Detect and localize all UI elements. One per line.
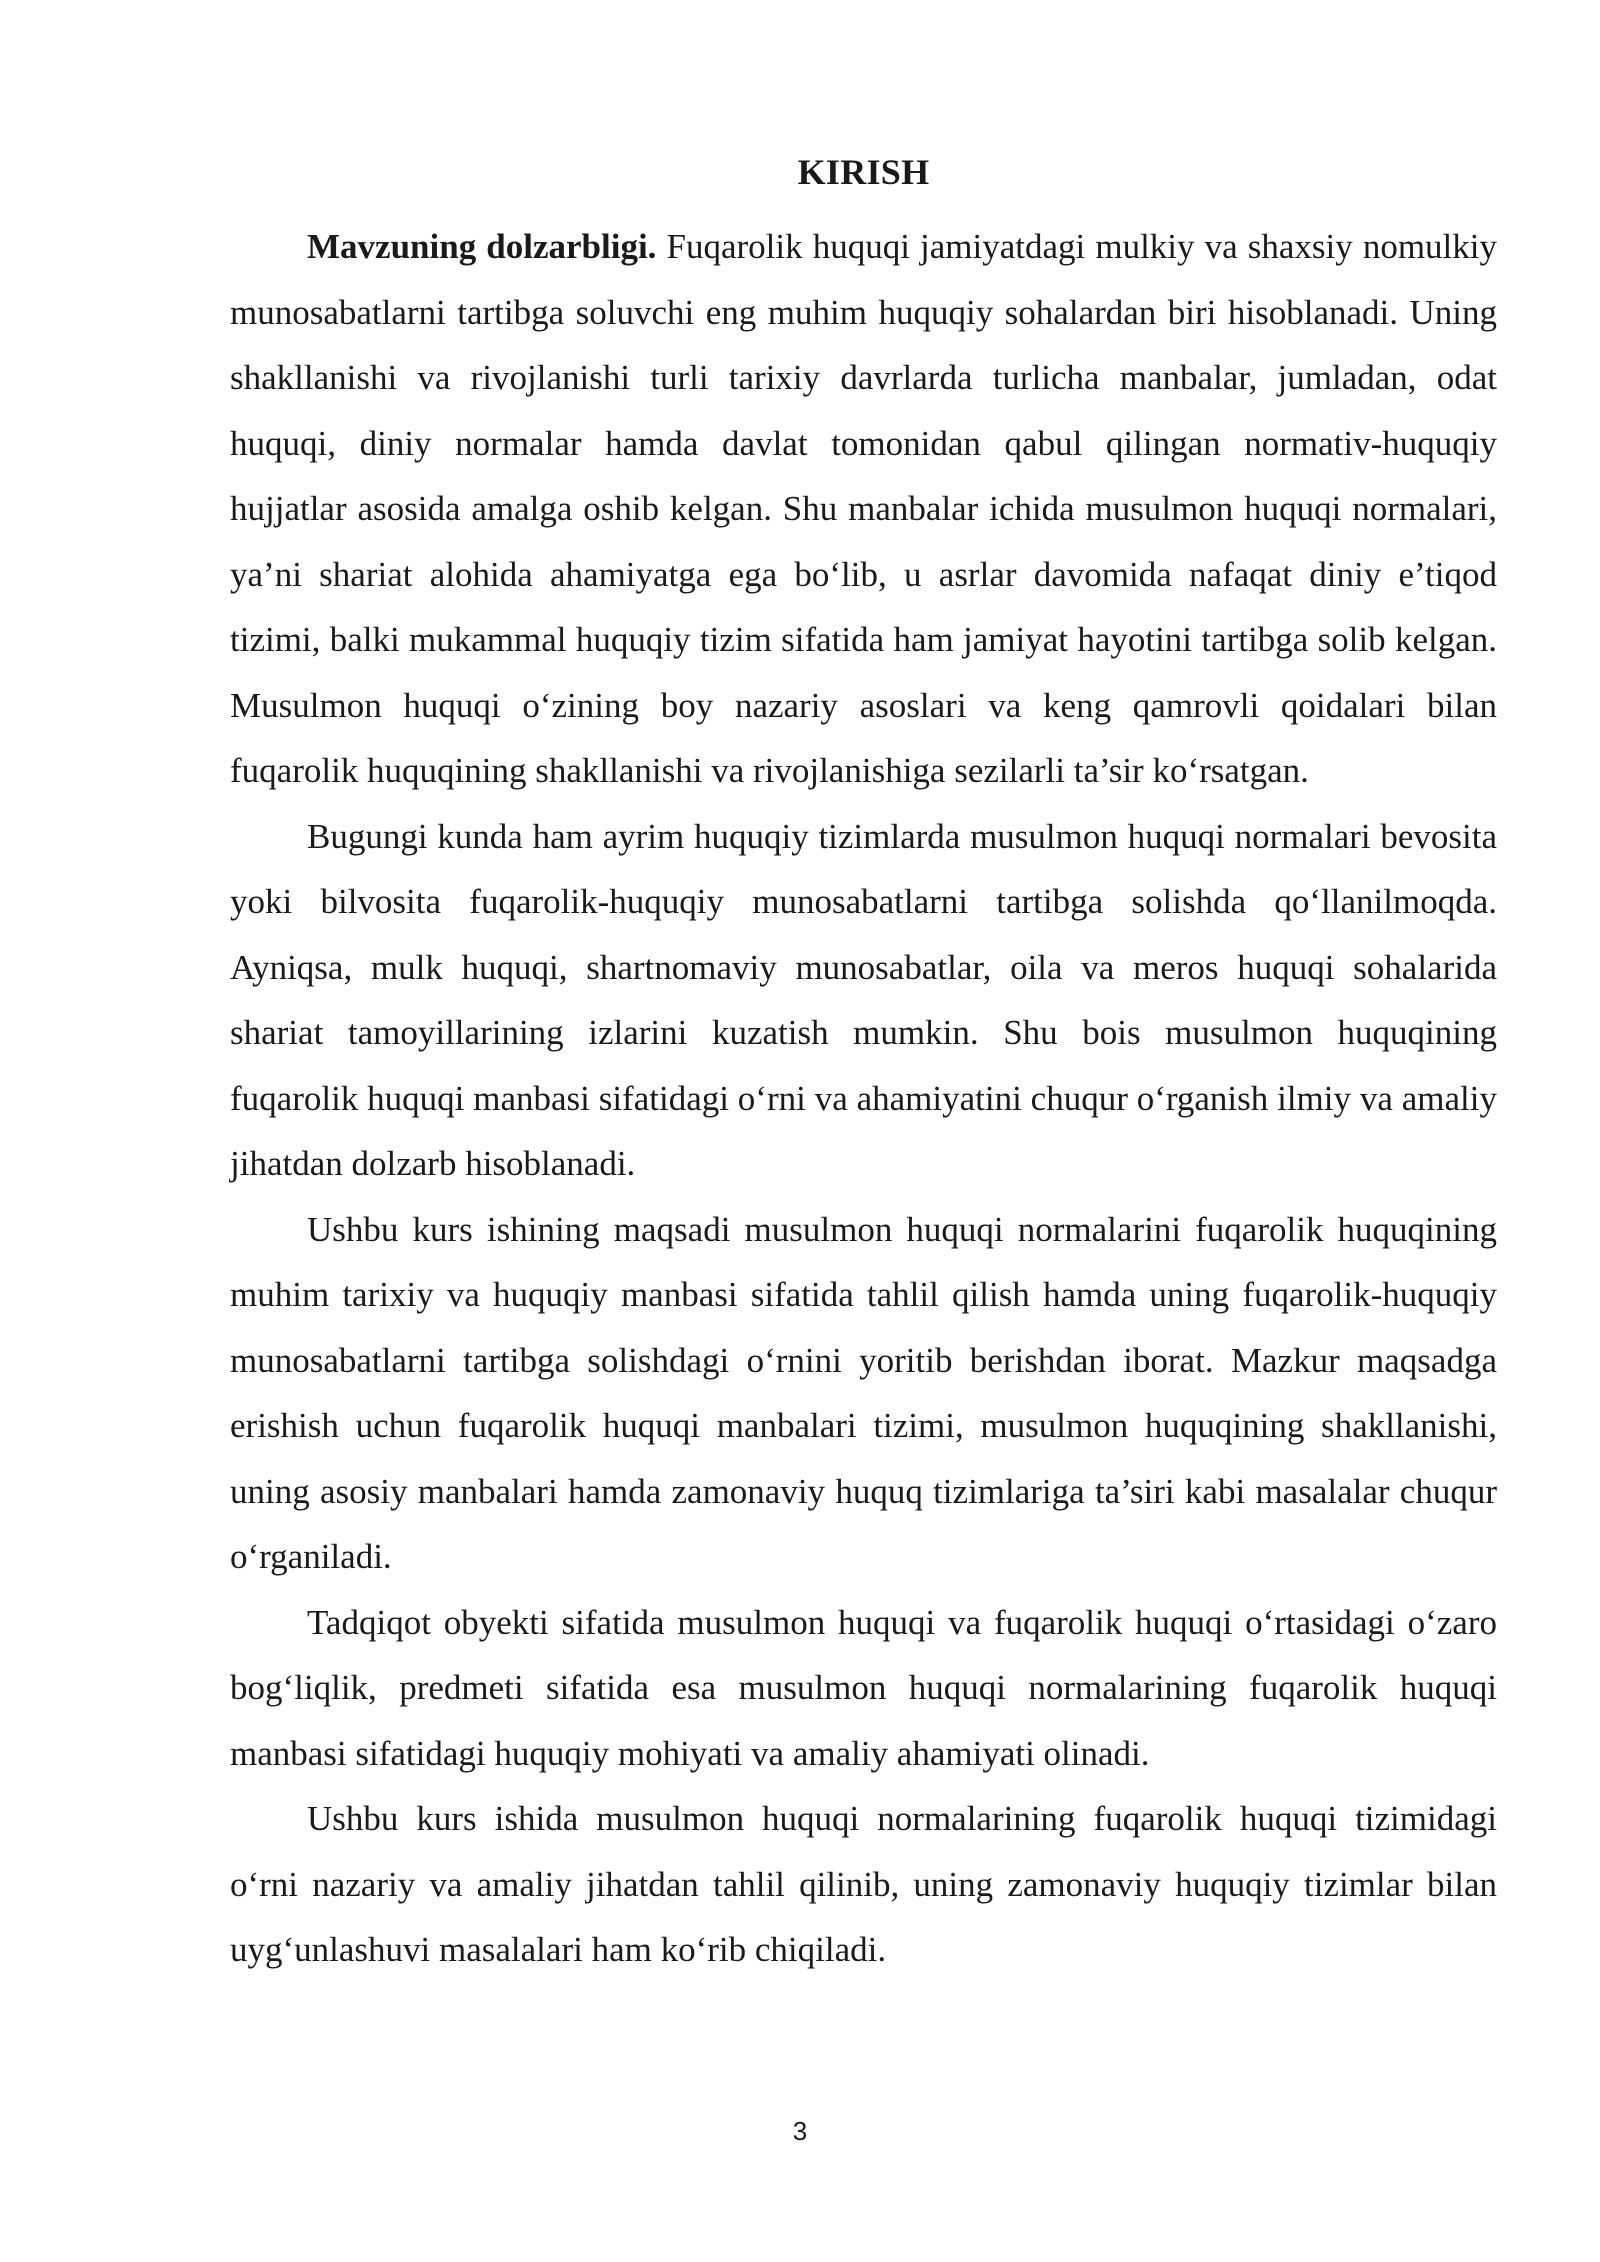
- document-page: [230, 148, 1497, 1983]
- paragraph-purpose: Ushbu kurs ishining maqsadi musulmon huquqi normalarini fuqarolik huquqining muhim tarixiy va huquqiy manbasi sifatida tahlil qilish hamda uning fuqarolik-huquqiy munosabatlarni tartibga solishdagi o‘rnini yoritib berishdan iborat. Mazkur maqsadga erishish uchun fuqarolik huquqi manbalari tizimi, musulmon huquqining shakllanishi, uning asosiy manbalari hamda zamonaviy huquq tizimlariga ta’siri kabi masalalar chuqur o‘rganiladi.: [230, 1209, 1497, 1576]
- page-number: 3: [792, 2116, 808, 2146]
- page-title: KIRISH: [797, 152, 930, 192]
- paragraph-object-subject: Tadqiqot obyekti sifatida musulmon huquqi va fuqarolik huquqi o‘rtasidagi o‘zaro bog‘liqlik, predmeti sifatida esa musulmon huquqi normalarining fuqarolik huquqi manbasi sifatidagi huquqiy mohiyati va amaliy ahamiyati olinadi.: [230, 1602, 1497, 1773]
- paragraph-current-application: Bugungi kunda ham ayrim huquqiy tizimlarda musulmon huquqi normalari bevosita yoki bilvosita fuqarolik-huquqiy munosabatlarni tartibga solishda qo‘llanilmoqda. Ayniqsa, mulk huquqi, shartnomaviy munosabatlar, oila va meros huquqi sohalarida shariat tamoyillarining izlarini kuzatish mumkin. Shu bois musulmon huquqining fuqarolik huquqi manbasi sifatidagi o‘rni va ahamiyatini chuqur o‘rganish ilmiy va amaliy jihatdan dolzarb hisoblanadi.: [230, 816, 1497, 1183]
- paragraph-lead: Mavzuning dolzarbligi.: [307, 227, 657, 266]
- paragraph-scope: Ushbu kurs ishida musulmon huquqi normalarining fuqarolik huquqi tizimidagi o‘rni nazariy va amaliy jihatdan tahlil qilinib, uning zamonaviy huquqiy tizimlar bilan uyg‘unlashuvi masalalari ham ko‘rib chiqiladi.: [230, 1799, 1497, 1969]
- paragraph-text: Fuqarolik huquqi jamiyatdagi mulkiy va shaxsiy nomulkiy munosabatlarni tartibga soluvchi eng muhim huquqiy sohalardan biri hisoblanadi. Uning shakllanishi va rivojlanishi turli tarixiy davrlarda turlicha manbalar, jumladan, odat huquqi, diniy normalar hamda davlat tomonidan qabul qilingan normativ-huquqiy hujjatlar asosida amalga oshib kelgan. Shu manbalar ichida musulmon huquqi normalari, ya’ni shariat alohida ahamiyatga ega bo‘lib, u asrlar davomida nafaqat diniy e’tiqod tizimi, balki mukammal huquqiy tizim sifatida ham jamiyat hayotini tartibga solib kelgan. Musulmon huquqi o‘zining boy nazariy asoslari va keng qamrovli qoidalari bilan fuqarolik huquqining shakllanishi va rivojlanishiga sezilarli ta’sir ko‘rsatgan.: [230, 227, 1497, 790]
- paragraph-relevance: [230, 214, 1497, 804]
